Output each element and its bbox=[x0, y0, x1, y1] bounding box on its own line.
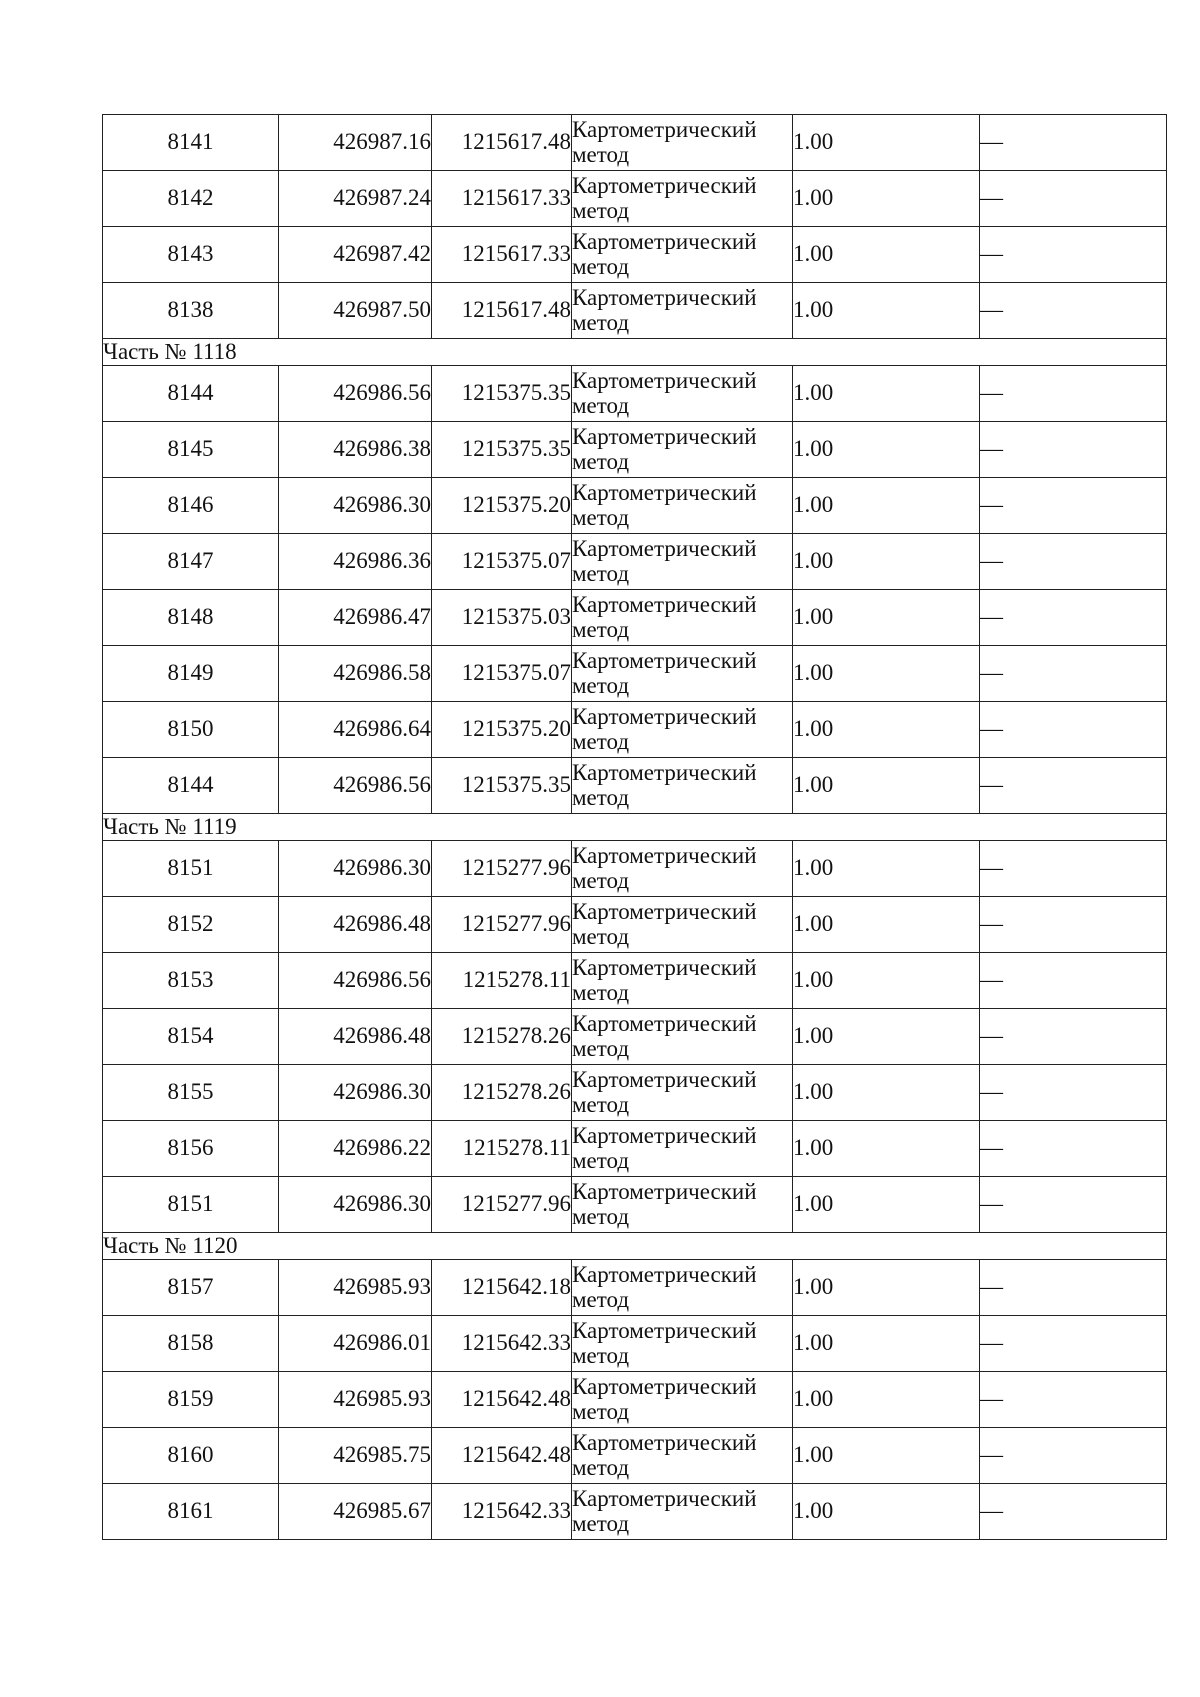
description-cell: — bbox=[980, 1121, 1167, 1177]
y-coordinate-cell: 1215617.48 bbox=[432, 283, 572, 339]
table-row bbox=[103, 227, 1167, 283]
table-row bbox=[103, 171, 1167, 227]
table-row bbox=[103, 1428, 1167, 1484]
method-cell: Картометрический метод bbox=[572, 1316, 793, 1372]
method-cell: Картометрический метод bbox=[572, 1121, 793, 1177]
description-cell: — bbox=[980, 1428, 1167, 1484]
point-number-cell: 8149 bbox=[103, 646, 279, 702]
point-number-cell: 8155 bbox=[103, 1065, 279, 1121]
y-coordinate-cell: 1215277.96 bbox=[432, 897, 572, 953]
point-number-cell: 8154 bbox=[103, 1009, 279, 1065]
section-label: Часть № 1120 bbox=[103, 1233, 1167, 1260]
point-number-cell: 8146 bbox=[103, 478, 279, 534]
y-coordinate-cell: 1215375.20 bbox=[432, 702, 572, 758]
table-row bbox=[103, 841, 1167, 897]
table-row bbox=[103, 283, 1167, 339]
accuracy-cell: 1.00 bbox=[793, 171, 980, 227]
accuracy-cell: 1.00 bbox=[793, 1428, 980, 1484]
accuracy-cell: 1.00 bbox=[793, 115, 980, 171]
accuracy-cell: 1.00 bbox=[793, 1316, 980, 1372]
method-cell: Картометрический метод bbox=[572, 953, 793, 1009]
description-cell: — bbox=[980, 841, 1167, 897]
table-row bbox=[103, 1316, 1167, 1372]
accuracy-cell: 1.00 bbox=[793, 646, 980, 702]
description-cell: — bbox=[980, 227, 1167, 283]
point-number-cell: 8148 bbox=[103, 590, 279, 646]
method-cell: Картометрический метод bbox=[572, 115, 793, 171]
y-coordinate-cell: 1215278.11 bbox=[432, 953, 572, 1009]
y-coordinate-cell: 1215642.33 bbox=[432, 1316, 572, 1372]
description-cell: — bbox=[980, 366, 1167, 422]
accuracy-cell: 1.00 bbox=[793, 590, 980, 646]
description-cell: — bbox=[980, 1316, 1167, 1372]
method-cell: Картометрический метод bbox=[572, 1177, 793, 1233]
section-header-row bbox=[103, 1233, 1167, 1260]
table-row bbox=[103, 590, 1167, 646]
coordinates-table-body bbox=[103, 115, 1167, 1540]
y-coordinate-cell: 1215375.35 bbox=[432, 422, 572, 478]
method-cell: Картометрический метод bbox=[572, 646, 793, 702]
point-number-cell: 8138 bbox=[103, 283, 279, 339]
method-cell: Картометрический метод bbox=[572, 283, 793, 339]
section-header-row bbox=[103, 339, 1167, 366]
point-number-cell: 8153 bbox=[103, 953, 279, 1009]
table-row bbox=[103, 422, 1167, 478]
y-coordinate-cell: 1215375.20 bbox=[432, 478, 572, 534]
x-coordinate-cell: 426985.75 bbox=[279, 1428, 432, 1484]
coordinates-table bbox=[102, 114, 1167, 1540]
y-coordinate-cell: 1215642.48 bbox=[432, 1372, 572, 1428]
table-row bbox=[103, 534, 1167, 590]
x-coordinate-cell: 426987.24 bbox=[279, 171, 432, 227]
method-cell: Картометрический метод bbox=[572, 1372, 793, 1428]
method-cell: Картометрический метод bbox=[572, 1065, 793, 1121]
point-number-cell: 8145 bbox=[103, 422, 279, 478]
x-coordinate-cell: 426986.30 bbox=[279, 478, 432, 534]
point-number-cell: 8147 bbox=[103, 534, 279, 590]
table-row bbox=[103, 1177, 1167, 1233]
table-row bbox=[103, 897, 1167, 953]
description-cell: — bbox=[980, 478, 1167, 534]
point-number-cell: 8144 bbox=[103, 366, 279, 422]
accuracy-cell: 1.00 bbox=[793, 1065, 980, 1121]
accuracy-cell: 1.00 bbox=[793, 1177, 980, 1233]
description-cell: — bbox=[980, 1009, 1167, 1065]
method-cell: Картометрический метод bbox=[572, 227, 793, 283]
point-number-cell: 8151 bbox=[103, 1177, 279, 1233]
point-number-cell: 8150 bbox=[103, 702, 279, 758]
y-coordinate-cell: 1215375.35 bbox=[432, 758, 572, 814]
point-number-cell: 8152 bbox=[103, 897, 279, 953]
y-coordinate-cell: 1215375.07 bbox=[432, 534, 572, 590]
description-cell: — bbox=[980, 534, 1167, 590]
x-coordinate-cell: 426986.56 bbox=[279, 366, 432, 422]
section-label: Часть № 1119 bbox=[103, 814, 1167, 841]
description-cell: — bbox=[980, 171, 1167, 227]
x-coordinate-cell: 426986.64 bbox=[279, 702, 432, 758]
method-cell: Картометрический метод bbox=[572, 702, 793, 758]
x-coordinate-cell: 426985.93 bbox=[279, 1260, 432, 1316]
x-coordinate-cell: 426986.01 bbox=[279, 1316, 432, 1372]
method-cell: Картометрический метод bbox=[572, 171, 793, 227]
x-coordinate-cell: 426987.50 bbox=[279, 283, 432, 339]
method-cell: Картометрический метод bbox=[572, 534, 793, 590]
table-row bbox=[103, 366, 1167, 422]
y-coordinate-cell: 1215375.07 bbox=[432, 646, 572, 702]
table-row bbox=[103, 115, 1167, 171]
description-cell: — bbox=[980, 115, 1167, 171]
description-cell: — bbox=[980, 953, 1167, 1009]
x-coordinate-cell: 426986.38 bbox=[279, 422, 432, 478]
point-number-cell: 8161 bbox=[103, 1484, 279, 1540]
x-coordinate-cell: 426987.16 bbox=[279, 115, 432, 171]
method-cell: Картометрический метод bbox=[572, 1484, 793, 1540]
x-coordinate-cell: 426986.58 bbox=[279, 646, 432, 702]
x-coordinate-cell: 426986.30 bbox=[279, 1065, 432, 1121]
y-coordinate-cell: 1215642.33 bbox=[432, 1484, 572, 1540]
y-coordinate-cell: 1215617.33 bbox=[432, 171, 572, 227]
point-number-cell: 8144 bbox=[103, 758, 279, 814]
table-row bbox=[103, 1065, 1167, 1121]
description-cell: — bbox=[980, 646, 1167, 702]
accuracy-cell: 1.00 bbox=[793, 1372, 980, 1428]
description-cell: — bbox=[980, 1260, 1167, 1316]
method-cell: Картометрический метод bbox=[572, 422, 793, 478]
accuracy-cell: 1.00 bbox=[793, 534, 980, 590]
point-number-cell: 8160 bbox=[103, 1428, 279, 1484]
y-coordinate-cell: 1215278.11 bbox=[432, 1121, 572, 1177]
accuracy-cell: 1.00 bbox=[793, 1484, 980, 1540]
x-coordinate-cell: 426986.22 bbox=[279, 1121, 432, 1177]
table-row bbox=[103, 953, 1167, 1009]
accuracy-cell: 1.00 bbox=[793, 422, 980, 478]
y-coordinate-cell: 1215375.35 bbox=[432, 366, 572, 422]
point-number-cell: 8151 bbox=[103, 841, 279, 897]
accuracy-cell: 1.00 bbox=[793, 841, 980, 897]
point-number-cell: 8143 bbox=[103, 227, 279, 283]
x-coordinate-cell: 426985.67 bbox=[279, 1484, 432, 1540]
y-coordinate-cell: 1215642.48 bbox=[432, 1428, 572, 1484]
x-coordinate-cell: 426986.48 bbox=[279, 1009, 432, 1065]
description-cell: — bbox=[980, 1372, 1167, 1428]
table-row bbox=[103, 478, 1167, 534]
description-cell: — bbox=[980, 283, 1167, 339]
method-cell: Картометрический метод bbox=[572, 366, 793, 422]
y-coordinate-cell: 1215375.03 bbox=[432, 590, 572, 646]
table-row bbox=[103, 702, 1167, 758]
method-cell: Картометрический метод bbox=[572, 758, 793, 814]
table-row bbox=[103, 1009, 1167, 1065]
description-cell: — bbox=[980, 897, 1167, 953]
accuracy-cell: 1.00 bbox=[793, 1009, 980, 1065]
x-coordinate-cell: 426987.42 bbox=[279, 227, 432, 283]
method-cell: Картометрический метод bbox=[572, 841, 793, 897]
table-row bbox=[103, 758, 1167, 814]
point-number-cell: 8158 bbox=[103, 1316, 279, 1372]
point-number-cell: 8157 bbox=[103, 1260, 279, 1316]
method-cell: Картометрический метод bbox=[572, 897, 793, 953]
x-coordinate-cell: 426985.93 bbox=[279, 1372, 432, 1428]
x-coordinate-cell: 426986.30 bbox=[279, 1177, 432, 1233]
accuracy-cell: 1.00 bbox=[793, 897, 980, 953]
accuracy-cell: 1.00 bbox=[793, 227, 980, 283]
accuracy-cell: 1.00 bbox=[793, 1121, 980, 1177]
accuracy-cell: 1.00 bbox=[793, 478, 980, 534]
accuracy-cell: 1.00 bbox=[793, 702, 980, 758]
accuracy-cell: 1.00 bbox=[793, 283, 980, 339]
point-number-cell: 8159 bbox=[103, 1372, 279, 1428]
accuracy-cell: 1.00 bbox=[793, 953, 980, 1009]
x-coordinate-cell: 426986.56 bbox=[279, 758, 432, 814]
table-row bbox=[103, 1260, 1167, 1316]
y-coordinate-cell: 1215278.26 bbox=[432, 1065, 572, 1121]
x-coordinate-cell: 426986.30 bbox=[279, 841, 432, 897]
x-coordinate-cell: 426986.56 bbox=[279, 953, 432, 1009]
accuracy-cell: 1.00 bbox=[793, 1260, 980, 1316]
accuracy-cell: 1.00 bbox=[793, 758, 980, 814]
method-cell: Картометрический метод bbox=[572, 1428, 793, 1484]
description-cell: — bbox=[980, 1484, 1167, 1540]
x-coordinate-cell: 426986.47 bbox=[279, 590, 432, 646]
description-cell: — bbox=[980, 758, 1167, 814]
description-cell: — bbox=[980, 422, 1167, 478]
point-number-cell: 8141 bbox=[103, 115, 279, 171]
y-coordinate-cell: 1215642.18 bbox=[432, 1260, 572, 1316]
table-row bbox=[103, 1484, 1167, 1540]
y-coordinate-cell: 1215278.26 bbox=[432, 1009, 572, 1065]
table-row bbox=[103, 1121, 1167, 1177]
method-cell: Картометрический метод bbox=[572, 1260, 793, 1316]
accuracy-cell: 1.00 bbox=[793, 366, 980, 422]
table-row bbox=[103, 1372, 1167, 1428]
method-cell: Картометрический метод bbox=[572, 1009, 793, 1065]
description-cell: — bbox=[980, 590, 1167, 646]
method-cell: Картометрический метод bbox=[572, 590, 793, 646]
y-coordinate-cell: 1215617.33 bbox=[432, 227, 572, 283]
y-coordinate-cell: 1215617.48 bbox=[432, 115, 572, 171]
description-cell: — bbox=[980, 1177, 1167, 1233]
method-cell: Картометрический метод bbox=[572, 478, 793, 534]
y-coordinate-cell: 1215277.96 bbox=[432, 1177, 572, 1233]
x-coordinate-cell: 426986.36 bbox=[279, 534, 432, 590]
point-number-cell: 8156 bbox=[103, 1121, 279, 1177]
section-label: Часть № 1118 bbox=[103, 339, 1167, 366]
description-cell: — bbox=[980, 1065, 1167, 1121]
table-row bbox=[103, 646, 1167, 702]
x-coordinate-cell: 426986.48 bbox=[279, 897, 432, 953]
description-cell: — bbox=[980, 702, 1167, 758]
point-number-cell: 8142 bbox=[103, 171, 279, 227]
y-coordinate-cell: 1215277.96 bbox=[432, 841, 572, 897]
section-header-row bbox=[103, 814, 1167, 841]
